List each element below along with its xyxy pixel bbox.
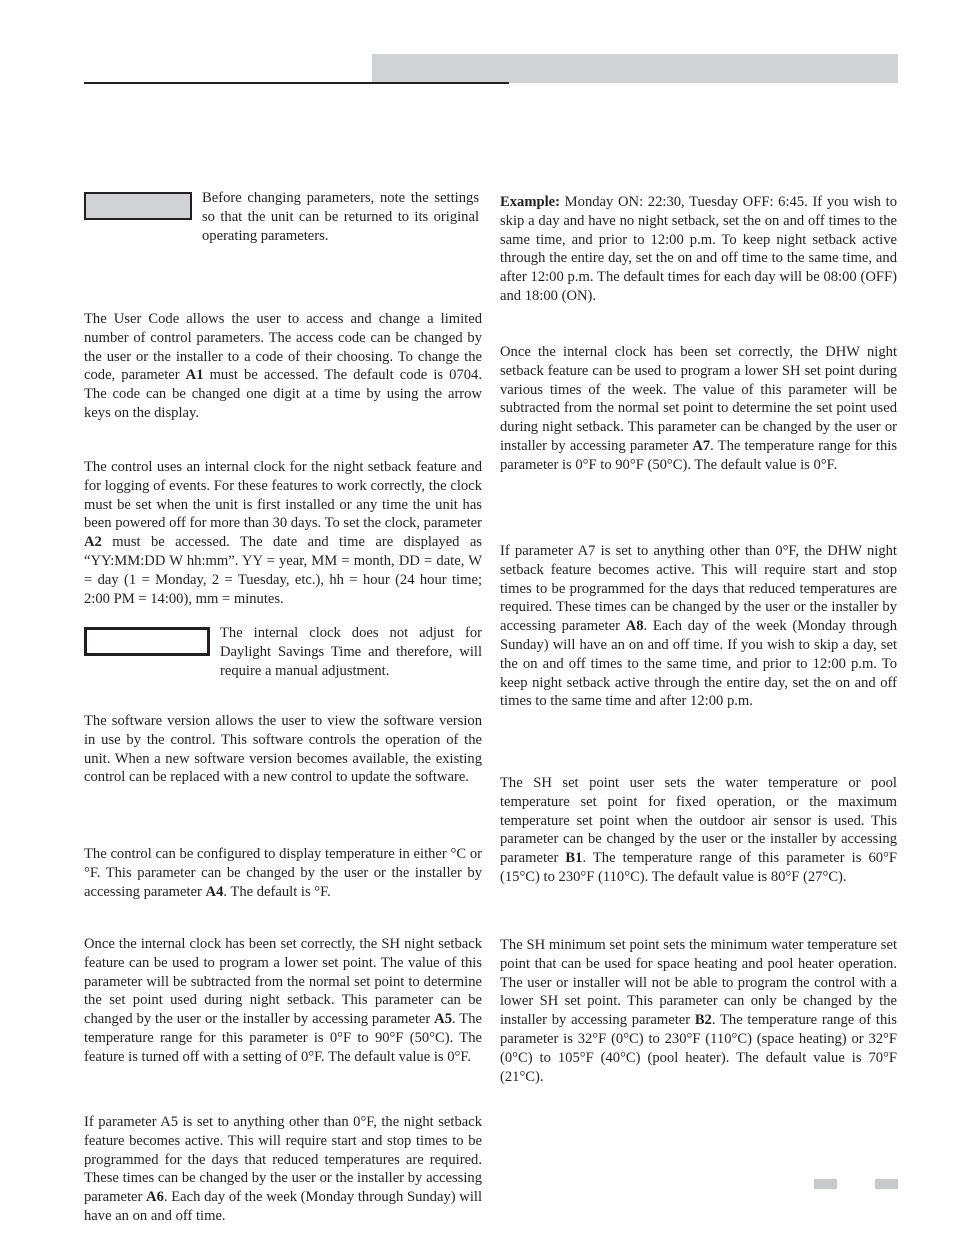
- example-paragraph: Example: Monday ON: 22:30, Tuesday OFF: 6:45. If you wish to skip a day and have no night setback, set the on and off times to the same time, and prior to 12:00 p.m. To keep night setback active through the entire day, set the on and off time to the same time, and after 12:00 p.m. The default times for each day will be 08:00 (OFF) and 18:00 (ON).: [500, 194, 897, 304]
- dhw-setback-times-section: [500, 542, 897, 711]
- caution-box: [84, 192, 192, 220]
- footer-mark-right: [875, 1179, 898, 1189]
- clock-paragraph: The control uses an internal clock for the night setback feature and for logging of events. For these features to work correctly, the clock must be set when the unit is first installed or any time the unit has been powered off for more than 30 days. To set the clock, parameter A2 must be accessed. The date and time are displayed as “YY:MM:DD W hh:mm”. YY = year, MM = month, DD = date, W = day (1 = Monday, 2 = Tuesday, etc.), hh = hour (24 hour time; 2:00 PM = 14:00), mm = minutes.: [84, 459, 482, 607]
- user-code-section: [84, 310, 482, 423]
- sh-min-set-point-paragraph: The SH minimum set point sets the minimum water temperature set point that can be used for space heating and pool heater operation. The user or installer will not be able to program the control with a lower SH set point. This parameter can only be changed by the installer by accessing parameter B2. The temperature range of this parameter is 32°F (0°C) to 230°F (110°C) (space heating) or 32°F (0°C) to 105°F (40°C) (pool heater). The default value is 70°F (21°C).: [500, 937, 897, 1085]
- sh-setback-times-section: [84, 1113, 482, 1226]
- sh-night-setback-section: [84, 935, 482, 1067]
- sh-set-point-section: [500, 774, 897, 887]
- dhw-setback-times-paragraph: If parameter A7 is set to anything other than 0°F, the DHW night setback feature becomes active. This will require start and stop times to be programmed for the days that reduced temperatures are required. These times can be changed by the user or the installer by accessing parameter A8. Each day of the week (Monday through Sunday) will have an on and off time. If you wish to skip a day, set the on and off times to the same time, and prior to 12:00 p.m. To keep night setback active through the entire day, set the on and off times to the same time and after 12:00 p.m.: [500, 543, 898, 710]
- sh-set-point-paragraph: The SH set point user sets the water temperature or pool temperature set point for fixed operation, or the maximum temperature set point when the outdoor air sensor is used. This parameter can be changed by the user or the installer by accessing parameter B1. The temperature range of this parameter is 60°F (15°C) to 230°F (110°C). The default value is 80°F (27°C).: [500, 775, 897, 885]
- header-bar: [372, 54, 898, 83]
- sh-night-setback-paragraph: Once the internal clock has been set correctly, the SH night setback feature can be used to program a lower set point. The value of this parameter will be subtracted from the normal set point to determine the set point used during night setback. This parameter can be changed by the user or the installer by accessing parameter A5. The temperature range for this parameter is 0°F to 90°F (50°C). The feature is turned off with a setting of 0°F. The default value is 0°F.: [84, 936, 482, 1065]
- sh-min-set-point-section: [500, 936, 897, 1086]
- footer-mark-left: [814, 1179, 837, 1189]
- software-version-section: The software version allows the user to view the software version in use by the control. This software controls the operation of the unit. When a new software version becomes available, the existing control can be replaced with a new control to update the software.: [84, 713, 482, 786]
- note-box: [84, 627, 210, 656]
- caution-note: Before changing parameters, note the settings so that the unit can be returned to its original operating parameters.: [202, 190, 479, 244]
- dhw-night-setback-section: [500, 343, 897, 475]
- temp-units-section: [84, 845, 482, 901]
- dst-note: The internal clock does not adjust for Daylight Savings Time and therefore, will require a manual adjustment.: [220, 625, 482, 679]
- user-code-paragraph: The User Code allows the user to access and change a limited number of control parameters. The access code can be changed by the user or the installer to a code of their choosing. To change the code, parameter A1 must be accessed. The default code is 0704. The code can be changed one digit at a time by using the arrow keys on the display.: [84, 311, 482, 421]
- temp-units-paragraph: The control can be configured to display temperature in either °C or °F. This parameter can be changed by the user or the installer by accessing parameter A4. The default is °F.: [84, 846, 482, 900]
- sh-setback-times-paragraph: If parameter A5 is set to anything other than 0°F, the night setback feature becomes active. This will require start and stop times to be programmed for the days that reduced temperatures are required. These times can be changed by the user or the installer by accessing parameter A6. Each day of the week (Monday through Sunday) will have an on and off time.: [84, 1114, 482, 1224]
- header-rule: [84, 82, 509, 84]
- clock-section: [84, 458, 482, 608]
- dhw-night-setback-paragraph: Once the internal clock has been set correctly, the DHW night setback feature can be used to program a lower SH set point during various times of the week. The value of this parameter will be subtracted from the normal set point to determine the set point used during night setback. This parameter can be changed by the user or installer by accessing parameter A7. The temperature range for this parameter is 0°F to 90°F (50°C). The default value is 0°F.: [500, 344, 897, 473]
- example-section: [500, 193, 897, 306]
